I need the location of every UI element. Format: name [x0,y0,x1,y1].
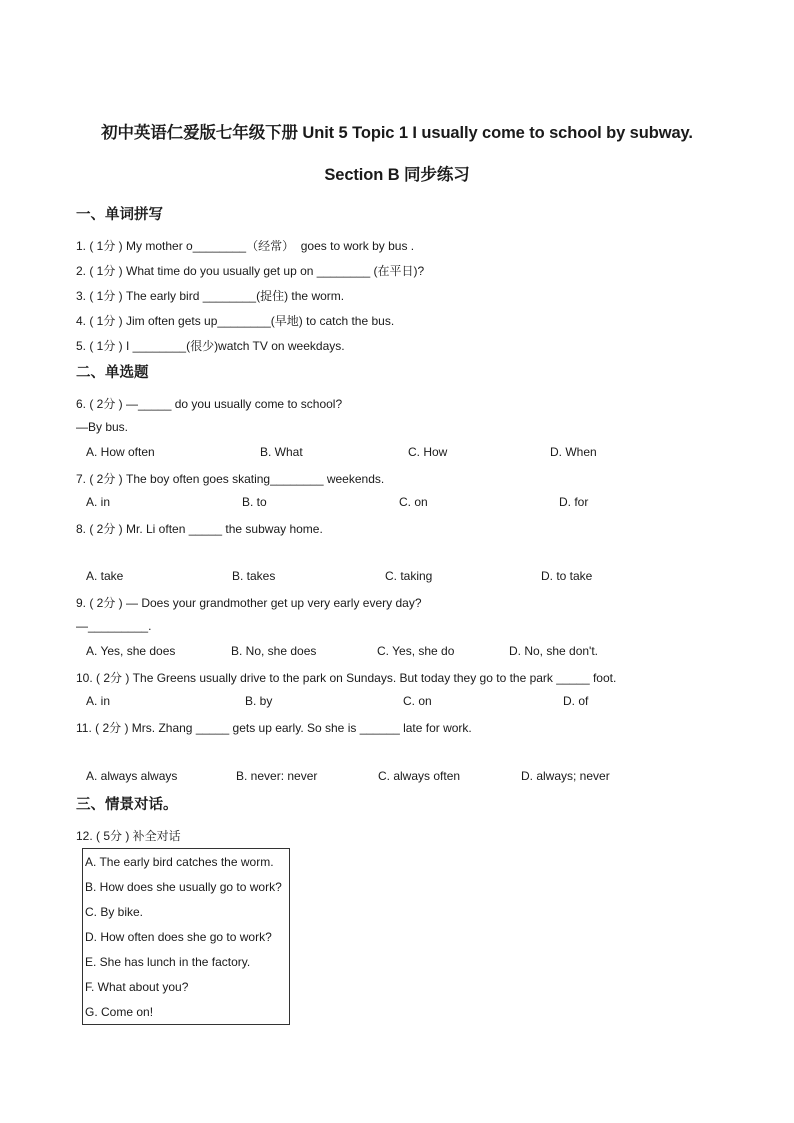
page-title-line-2: Section B 同步练习 [324,166,470,184]
option-a: A. Yes, she does [86,644,176,658]
question-7: 7. ( 2分 ) The boy often goes skating________ weekends. [76,472,385,486]
question-9-answer-line: —_________. [76,619,152,633]
option-b: B. by [245,694,273,708]
question-6: 6. ( 2分 ) —_____ do you usually come to school? [76,397,343,411]
option-b: B. never: never [236,769,318,783]
section-heading-dialog: 三、情景对话。 [76,797,178,813]
question-1: 1. ( 1分 ) My mother o________（经常） goes to work by bus . [76,239,415,253]
dialog-options-box [82,848,290,1025]
option-d: D. always; never [521,769,610,783]
question-2: 2. ( 1分 ) What time do you usually get up on ________ (在平日)? [76,264,425,278]
dialog-option-f: F. What about you? [85,980,189,994]
option-c: C. How [408,445,448,459]
question-9: 9. ( 2分 ) — Does your grandmother get up very early every day? [76,596,422,610]
option-c: C. on [399,495,428,509]
question-9-options [0,644,794,660]
question-7-options [0,495,794,511]
dialog-option-b: B. How does she usually go to work? [85,880,282,894]
option-b: B. What [260,445,303,459]
option-b: B. takes [232,569,276,583]
option-a: A. How often [86,445,155,459]
option-c: C. Yes, she do [377,644,455,658]
option-d: D. to take [541,569,593,583]
option-c: C. on [403,694,432,708]
dialog-option-g: G. Come on! [85,1005,154,1019]
dialog-option-e: E. She has lunch in the factory. [85,955,251,969]
option-a: A. in [86,694,111,708]
option-d: D. for [559,495,589,509]
question-8-options [0,569,794,585]
page-title-line-1: 初中英语仁爱版七年级下册 Unit 5 Topic 1 I usually come to school by subway. [101,124,693,142]
option-b: B. No, she does [231,644,317,658]
question-12: 12. ( 5分 ) 补全对话 [76,829,181,843]
option-c: C. taking [385,569,433,583]
option-a: A. take [86,569,124,583]
question-10: 10. ( 2分 ) The Greens usually drive to the park on Sundays. But today they go to the park _____ foot. [76,671,617,685]
option-d: D. of [563,694,589,708]
option-d: D. When [550,445,597,459]
question-3: 3. ( 1分 ) The early bird ________(捉住) the worm. [76,289,345,303]
question-11-options [0,769,794,785]
option-a: A. in [86,495,111,509]
question-6-options [0,445,794,461]
section-heading-multiple-choice: 二、单选题 [76,365,149,381]
option-b: B. to [242,495,267,509]
section-heading-spelling: 一、单词拼写 [76,207,163,223]
question-11: 11. ( 2分 ) Mrs. Zhang _____ gets up early. So she is ______ late for work. [76,721,472,735]
question-10-options [0,694,794,710]
option-a: A. always always [86,769,178,783]
dialog-option-d: D. How often does she go to work? [85,930,272,944]
dialog-option-a: A. The early bird catches the worm. [85,855,274,869]
option-d: D. No, she don't. [509,644,599,658]
dialog-option-c: C. By bike. [85,905,144,919]
question-4: 4. ( 1分 ) Jim often gets up________(早地) to catch the bus. [76,314,395,328]
question-6-answer-line: —By bus. [76,420,129,434]
question-5: 5. ( 1分 ) I ________(很少)watch TV on weekdays. [76,339,345,353]
question-8: 8. ( 2分 ) Mr. Li often _____ the subway home. [76,522,323,536]
option-c: C. always often [378,769,461,783]
